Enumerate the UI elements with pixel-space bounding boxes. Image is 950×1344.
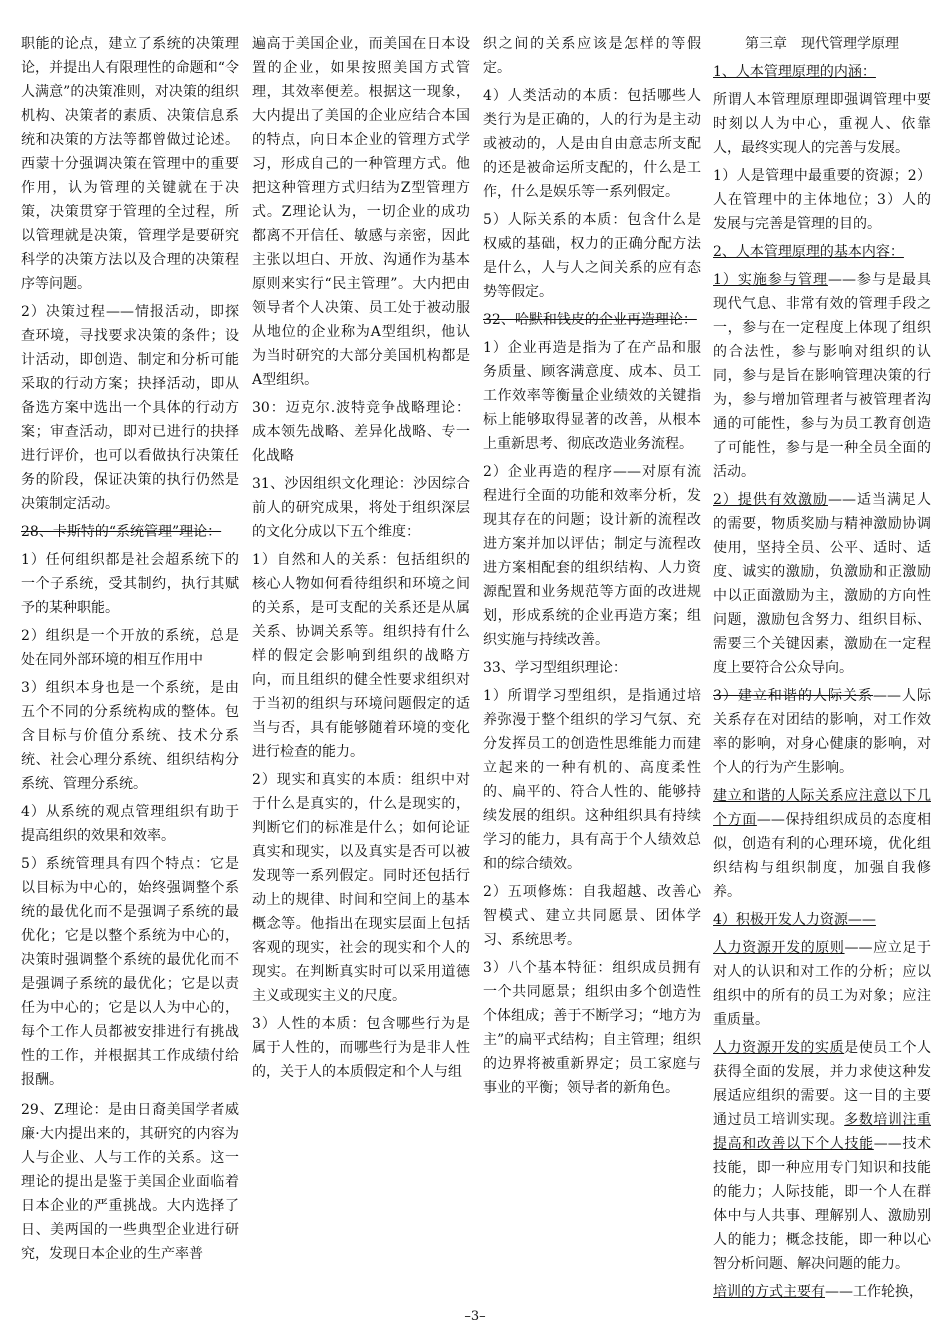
text-column-1 [21,32,239,1270]
paragraph: 人力资源开发的实质是使员工个人获得全面的发展，并力求使这种发展适应组织的需要。这一目的主要通过员工培训实现。多数培训注重提高和改善以下个人技能——技术技能，即一种应用专门知识和技能的能力；人际技能，即一个人在群体中与人共事、理解别人、激励别人的能力；概念技能，即一种以心智分析问题、解决问题的能力。 [713,1040,932,1272]
section-heading-1: 1、人本管理原理的内涵： [713,64,876,80]
paragraph: 3）建立和谐的人际关系——人际关系存在对团结的影响，对工作效率的影响，对身心健康的影响，对个人的行为产生影响。 [713,688,931,776]
paragraph: 5）人际关系的本质：包含什么是权威的基础，权力的正确分配方法是什么，人与人之间关系的应有态势等假定。 [483,212,701,300]
text-column-4 [713,32,931,1308]
paragraph: 2）组织是一个开放的系统，总是处在同外部环境的相互作用中 [21,628,239,668]
paragraph: 培训的方式主要有——工作轮换， [713,1284,923,1300]
paragraph: 1）企业再造是指为了在产品和服务质量、顾客满意度、成本、员工工作效率等衡量企业绩效的关键指标上能够取得显著的改善，从根本上重新思考、彻底改造业务流程。 [483,340,701,452]
term-label: 培训的方式主要有 [713,1284,825,1300]
term-label: 多数培训注重提高和改善以下个人技能 [713,1112,932,1152]
section-heading-33: 33、学习型组织理论： [483,660,627,676]
term-label: 建立和谐的人际关系应注意以下几个方面 [713,788,931,828]
paragraph: 人力资源开发的原则——应立足于对人的认识和对工作的分析；应以组织中的所有的员工为对象；应注重质量。 [713,940,932,1028]
term-label: 4）积极开发人力资源—— [713,912,876,928]
paragraph: 1）所谓学习型组织，是指通过培养弥漫于整个组织的学习气氛、充分发挥员工的创造性思维能力而建立起来的一种有机的、高度柔性的、扁平的、符合人性的、能够持续发展的组织。这种组织具有持续学习的能力，具有高于个人绩效总和的综合绩效。 [483,688,701,872]
section-heading-32: 32、哈默和钱皮的企业再造理论： [483,312,697,328]
section-heading-2: 2、人本管理原理的基本内容： [713,244,904,260]
section-heading-30: 30：迈克尔.波特竞争战略理论：成本领先战略、差异化战略、专一化战略 [252,400,470,464]
term-label: 人力资源开发的原则 [713,940,845,956]
paragraph: 所谓人本管理原理即强调管理中要时刻以人为中心，重视人、依靠人，最终实现人的完善与发展。 [713,92,931,156]
paragraph: 4）人类活动的本质：包括哪些人类行为是正确的，人的行为是主动或被动的，人是由自由意志所支配的还是被命运所支配的，什么是工作，什么是娱乐等一系列假定。 [483,88,701,200]
paragraph: 3）八个基本特征：组织成员拥有一个共同愿景；组织由多个创造性个体组成；善于不断学习；“地方为主”的扁平式结构；自主管理；组织的边界将被重新界定；员工家庭与事业的平衡；领导者的新角色。 [483,960,701,1096]
paragraph: 3）组织本身也是一个系统，是由五个不同的分系统构成的整体。包含目标与价值分系统、技术分系统、社会心理分系统、组织结构分系统、管理分系统。 [21,680,239,792]
paragraph: 2）企业再造的程序——对原有流程进行全面的功能和效率分析，发现其存在的问题；设计新的流程改进方案并加以评估；制定与流程改进方案相配套的组织结构、人力资源配置和业务规范等方面的改进规划，形成系统的企业再造方案；组织实施与持续改善。 [483,464,701,648]
text-column-3 [483,32,701,1104]
paragraph: 织之间的关系应该是怎样的等假定。 [483,36,701,76]
paragraph: 2）现实和真实的本质：组织中对于什么是真实的，什么是现实的，判断它们的标准是什么；如何论证真实和现实，以及真实是否可以被发现等一系列假定。同时还包括行动上的规律、时间和空间上的基本概念等。他指出在现实层面上包括客观的现实，社会的现实和个人的现实。在判断真实时可以采用道德主义或现实主义的尺度。 [252,772,470,1004]
term-label: 2）提供有效激励 [713,492,828,508]
section-heading-29: 29、Z理论：是由日裔美国学者威廉·大内提出来的，其研究的内容为人与企业、人与工作的关系。这一理论的提出是鉴于美国企业面临着日本企业的严重挑战。大内选择了日、美两国的一些典型企业进行研究，发现日本企业的生产率普 [21,1102,239,1262]
section-heading-28: 28、卡斯特的“系统管理”理论： [21,524,222,540]
term-label: 3）建立和谐的人际关系 [713,688,873,704]
paragraph: 1）自然和人的关系：包括组织的核心人物如何看待组织和环境之间的关系，是可支配的关系还是从属关系、协调关系等。组织持有什么样的假定会影响到组织的战略方向，而且组织的健全性要求组织对于当初的组织与环境问题假定的适当与否，具有能够随着环境的变化进行检查的能力。 [252,552,470,760]
paragraph: 3）人性的本质：包含哪些行为是属于人性的，而哪些行为是非人性的，关于人的本质假定和个人与组 [252,1016,470,1080]
paragraph: 5）系统管理具有四个特点：它是以目标为中心的，始终强调整个系统的最优化而不是强调子系统的最优化；它是以整个系统为中心的，决策时强调整个系统的最优化而不是强调子系统的最优化；它是以责任为中心的；它是以人为中心的，每个工作人员都被安排进行有挑战性的工作，并根据其工作成绩付给报酬。 [21,856,239,1088]
chapter-title: 第三章 现代管理学原理 [745,36,899,52]
paragraph: 2）决策过程——情报活动，即探查环境，寻找要求决策的条件；设计活动，即创造、制定和分析可能采取的行动方案；抉择活动，即从备选方案中选出一个具体的行动方案；审查活动，即对已进行的抉择进行评价，也可以看做执行决策任务的阶段，保证决策的执行仍然是决策制定活动。 [21,304,239,512]
paragraph: 4）从系统的观点管理组织有助于提高组织的效果和效率。 [21,804,239,844]
text-column-2 [252,32,470,1088]
section-heading-31: 31、沙因组织文化理论：沙因综合前人的研究成果，将处于组织深层的文化分成以下五个维度： [252,476,470,540]
page-number: –3– [464,1309,486,1324]
term-label: 人力资源开发的实质 [713,1040,845,1056]
paragraph: 1）任何组织都是社会超系统下的一个子系统，受其制约，执行其赋予的某种职能。 [21,552,239,616]
paragraph: 2）提供有效激励——适当满足人的需要，物质奖励与精神激励协调使用，坚持全员、公平、适时、适度、诚实的激励，负激励和正激励中以正面激励为主，激励的方向性问题，激励包含努力、组织目标、需要三个关键因素，激励在一定程度上要符合公众导向。 [713,492,931,676]
paragraph: 建立和谐的人际关系应注意以下几个方面——保持组织成员的态度相似，创造有利的心理环境，优化组织结构与组织制度，加强自我修养。 [713,788,932,900]
paragraph: 职能的论点，建立了系统的决策理论，并提出人有限理性的命题和“令人满意”的决策准则，对决策的组织机构、决策者的素质、决策信息系统和决策的方法等都曾做过论述。西蒙十分强调决策在管理中的重要作用，认为管理的关键就在于决策，决策贯穿于管理的全过程，所以管理就是决策，管理学是要研究科学的决策方法以及合理的决策程序等问题。 [21,36,239,292]
term-label: 1）实施参与管理 [713,272,828,288]
paragraph: 1）实施参与管理——参与是最具现代气息、非常有效的管理手段之一，参与在一定程度上体现了组织的合法性，参与影响对组织的认同，参与是旨在影响管理决策的行为，参与增加管理者与被管理者沟通的可能性，参与为员工教育创造了可能性，参与是一种全员全面的活动。 [713,272,931,480]
paragraph: 遍高于美国企业，而美国在日本设置的企业，如果按照美国方式管理，其效率便差。根据这一现象，大内提出了美国的企业应结合本国的特点，向日本企业的管理方式学习，形成自己的一种管理方式。他把这种管理方式归结为Z型管理方式。Z理论认为，一切企业的成功都离不开信任、敏感与亲密，因此主张以坦白、开放、沟通作为基本原则来实行“民主管理”。大内把由领导者个人决策、员工处于被动服从地位的企业称为A型组织，他认为当时研究的大部分美国机构都是A型组织。 [252,36,470,388]
paragraph: 2）五项修炼：自我超越、改善心智模式、建立共同愿景、团体学习、系统思考。 [483,884,701,948]
paragraph: 1）人是管理中最重要的资源；2）人在管理中的主体地位；3）人的发展与完善是管理的目的。 [713,168,931,232]
